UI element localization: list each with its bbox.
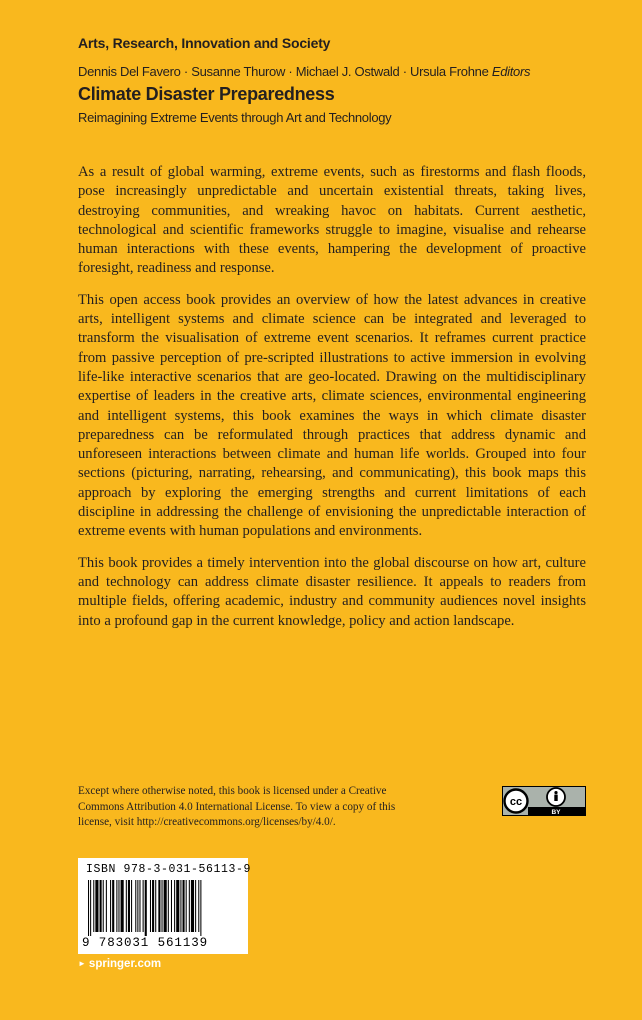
- cc-by-license-icon[interactable]: [502, 786, 586, 816]
- blurb-paragraph: As a result of global warming, extreme events, such as firestorms and flash floods, pose increasingly unpredictable and uncertain existential threats, taking lives, destroying communities, and wreaking havoc on habitats. Current aesthetic, technological and scientific frameworks struggle to imagine, visualise and rehearse human interactions with these events, hampering the development of proactive foresight, readiness and response.: [78, 164, 586, 277]
- svg-text:cc: cc: [509, 796, 523, 809]
- cc-by-label: BY: [551, 809, 561, 816]
- barcode-image: [84, 880, 242, 936]
- publisher-link-label: springer.com: [88, 958, 162, 970]
- editors-role-label: Editors: [491, 64, 531, 79]
- publisher-link[interactable]: [78, 958, 161, 970]
- blurb: [78, 163, 586, 643]
- barcode-panel: [78, 858, 252, 954]
- book-title: Climate Disaster Preparedness: [78, 84, 335, 104]
- blurb-paragraph: This open access book provides an overview of how the latest advances in creative arts, intelligent systems and climate science can be integrated and leveraged to transform the visualisation of extreme event scenarios. It reframes current practice from passive perception of pre-scripted illustrations to active immersion in evolving life-like interactive scenarios that are geo-located. Drawing on the multidisciplinary expertise of leaders in the creative arts, climate sciences, environmental engineering and intelligent systems, this book examines the ways in which climate disaster preparedness can be reformulated through practices that address dynamic and unforeseen interactions between climate and human life worlds. Grouped into four sections (picturing, narrating, rehearsing, and communicating), this book maps this approach by exploring the emerging strengths and current limitations of each discipline in addressing the challenge of envisioning the unpredictable interaction of extreme events with human populations and environments.: [78, 291, 586, 540]
- editor-names: Dennis Del Favero · Susanne Thurow · Michael J. Ostwald · Ursula Frohne: [78, 64, 489, 79]
- editors-line: [78, 64, 530, 79]
- series-title: Arts, Research, Innovation and Society: [78, 35, 331, 51]
- blurb-paragraph: This book provides a timely intervention into the global discourse on how art, culture and technology can address climate disaster resilience. It appeals to readers from multiple fields, offering academic, industry and community audiences novel insights into a profound gap in the current knowledge, policy and action landscape.: [78, 554, 586, 629]
- ean-digits: 9 783031 561139: [82, 936, 209, 950]
- isbn-text: ISBN 978-3-031-56113-9: [86, 863, 252, 876]
- book-subtitle: Reimagining Extreme Events through Art and Technology: [78, 110, 392, 125]
- arrow-right-icon: ►: [78, 959, 86, 968]
- license-notice: Except where otherwise noted, this book is licensed under a Creative Commons Attribution 4.0 International License. To view a copy of this license, visit http://creativecommons.org/licenses/by/4.0/.: [78, 785, 396, 828]
